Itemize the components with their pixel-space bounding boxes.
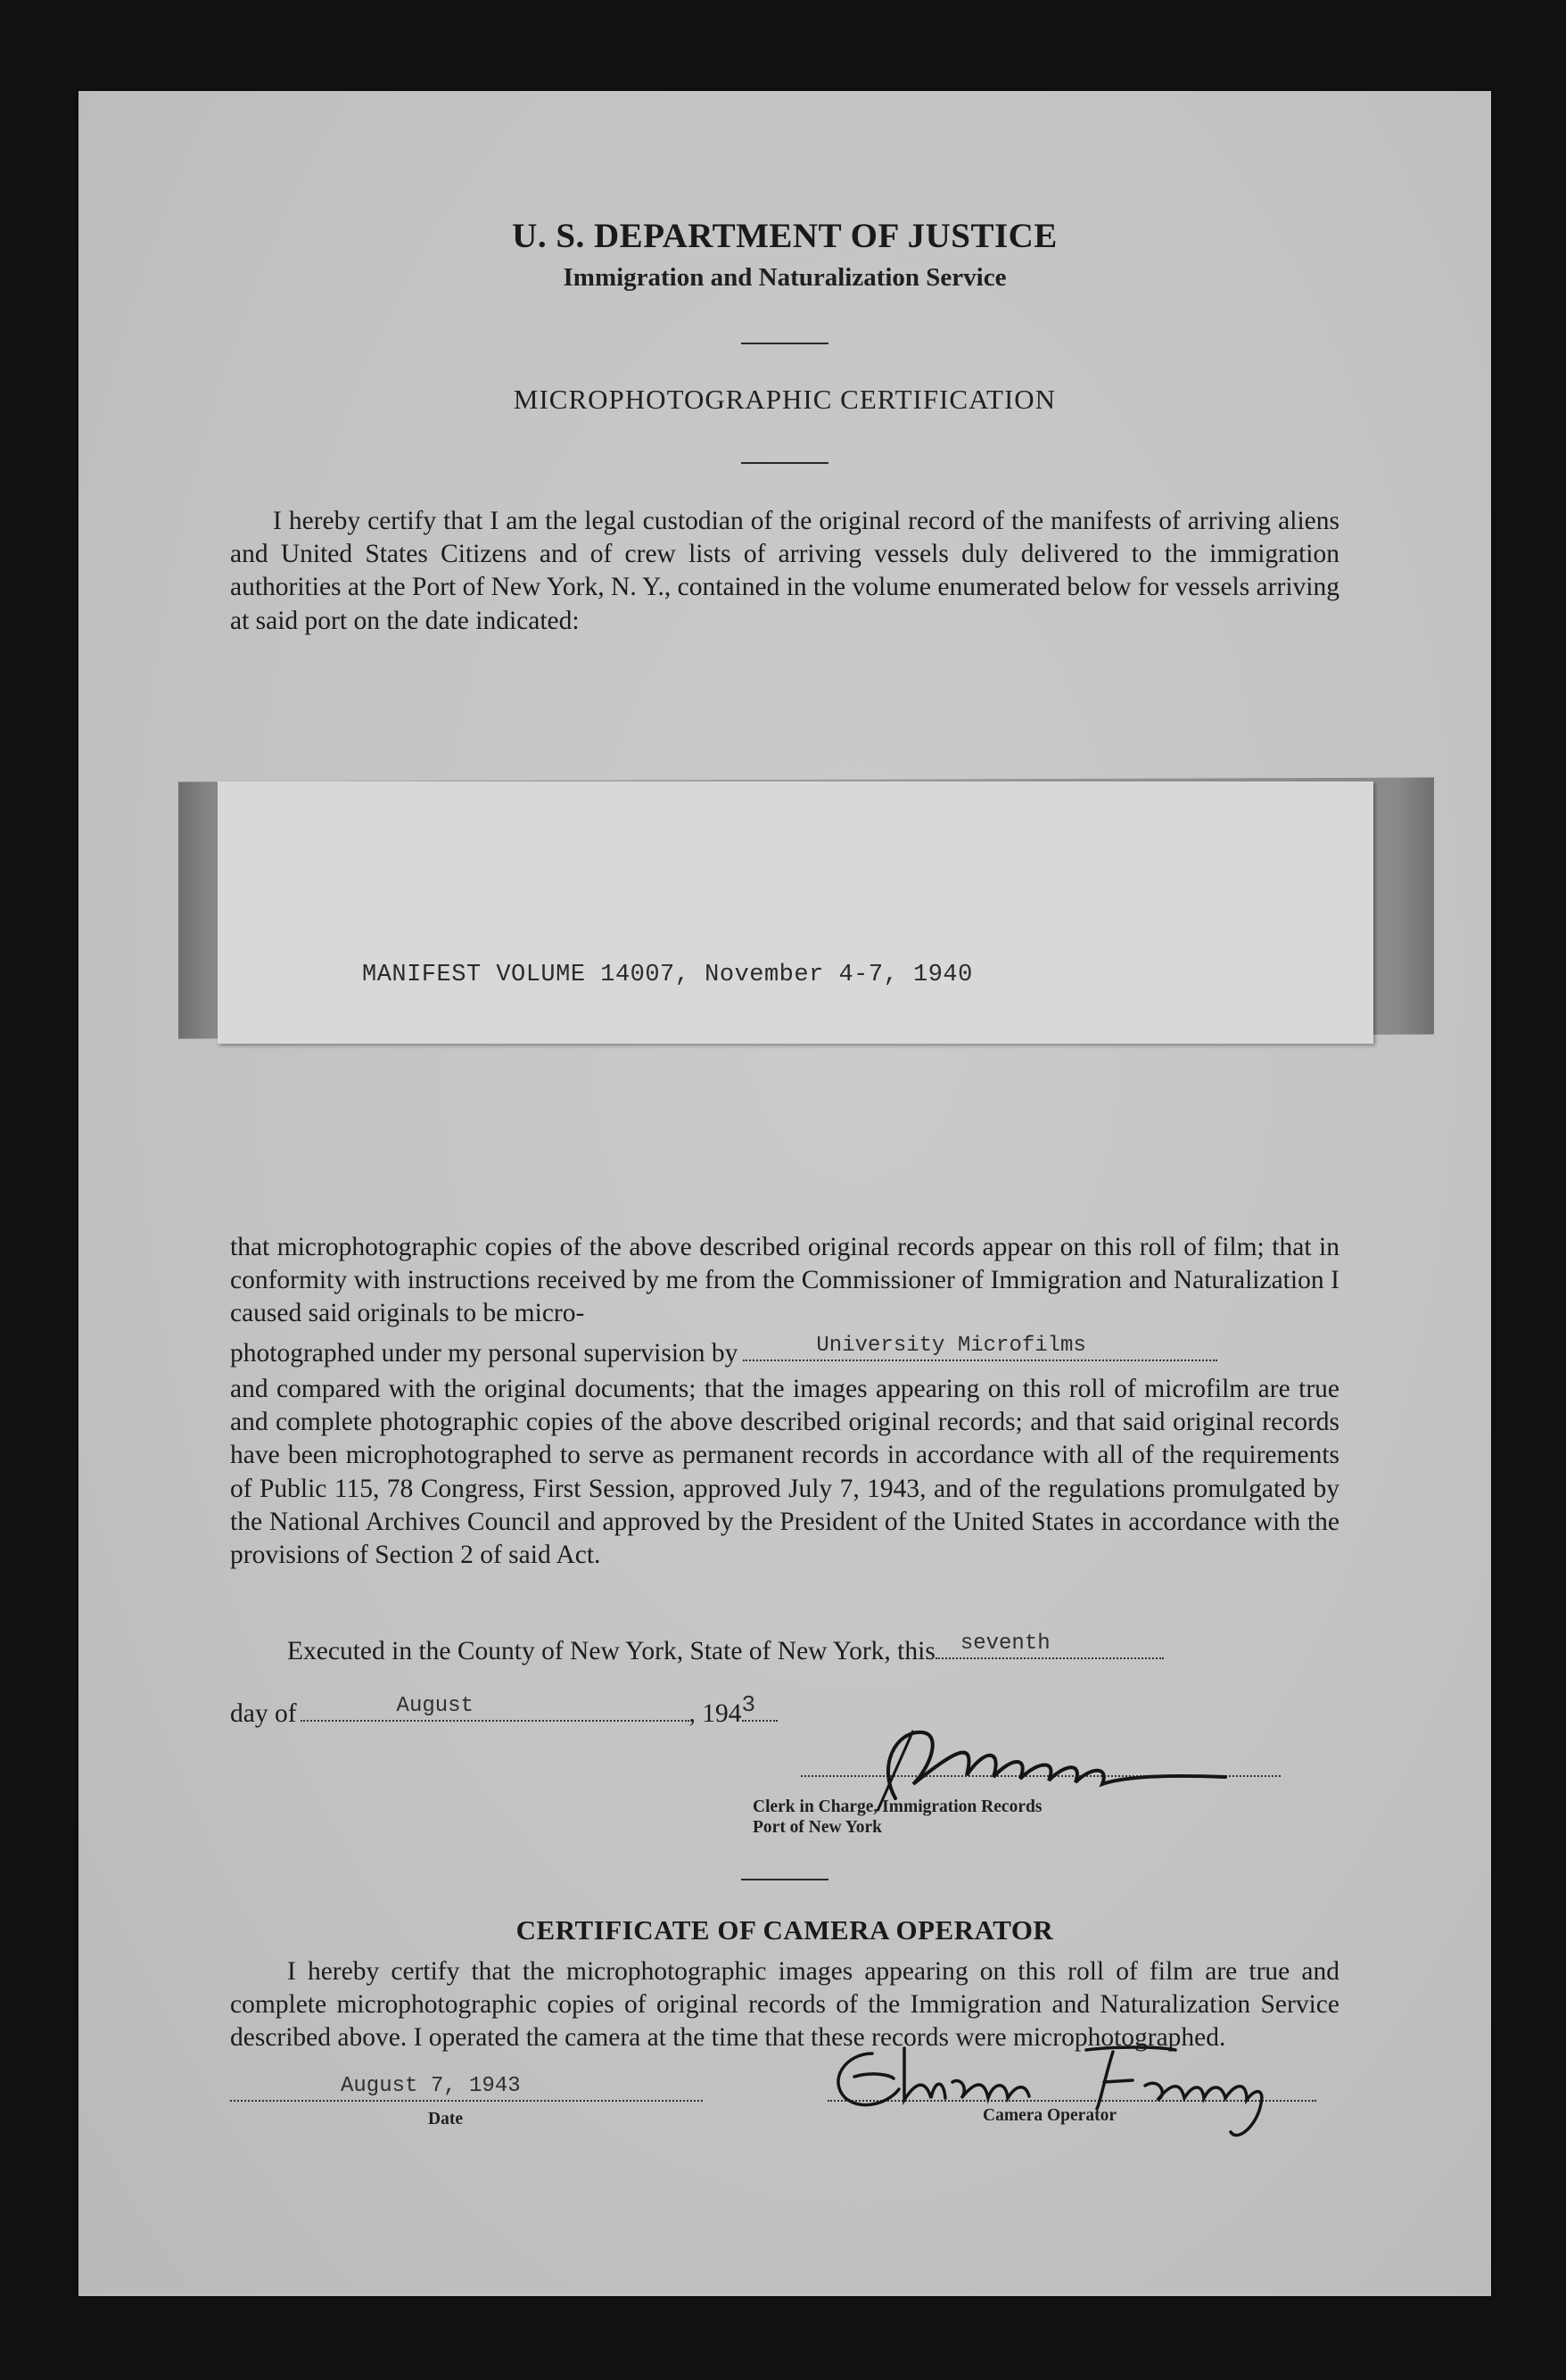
day-field [935, 1631, 1164, 1659]
copies-paragraph: that microphotographic copies of the above described original records appear on this roll of film; that in conformity with instructions received by me from the Commissioner of Immigration and Naturalization I caused said originals to be micro- [230, 1233, 1339, 1328]
clerk-title [753, 1797, 1042, 1838]
date-line [230, 1693, 778, 1729]
month-field [301, 1693, 689, 1722]
manifest-volume-text: MANIFEST VOLUME 14007, November 4-7, 1940 [362, 962, 973, 988]
service-subheading: Immigration and Naturalization Service [563, 263, 1007, 292]
executed-prefix: Executed in the County of New York, State of New York, this [287, 1637, 935, 1665]
executed-line [287, 1631, 1164, 1666]
form-title: MICROPHOTOGRAPHIC CERTIFICATION [513, 384, 1057, 415]
camera-date-value: August 7, 1943 [341, 2074, 521, 2098]
pasted-volume-label [218, 781, 1373, 1044]
custodian-paragraph: I hereby certify that I am the legal custodian of the original record of the manifests of arriving aliens and United States Citizens and of crew lists of arriving vessels duly delivered to the immigration authorities at the Port of New York, N. Y., contained in the volume enumerated below for vessels arriving at said port on the date indicated: [230, 507, 1339, 635]
certificate-sheet [78, 91, 1491, 2296]
camera-paragraph: I hereby certify that the microphotographic images appearing on this roll of film are true and complete microphotographic copies of original records of the Immigration and Naturalization Service described above. I operated the camera at the time that these records were microphotographed. [230, 1957, 1339, 2053]
department-heading: U. S. DEPARTMENT OF JUSTICE [512, 217, 1058, 255]
compliance-paragraph: and compared with the original documents; that the images appearing on this roll of microfilm are true and complete photographic copies of the above described original records; and that said original records have been microphotographed to serve as permanent records in accordance with all of the requirements of Public 115, 78 Congress, First Session, approved July 7, 1943, and of the regulations promulgated by the National Archives Council and approved by the President of the United States in accordance with the provisions of Section 2 of said Act. [230, 1375, 1339, 1570]
camera-date-label: Date [428, 2110, 463, 2128]
photographer-value: University Microfilms [816, 1334, 1086, 1358]
divider-middle [741, 462, 828, 464]
supervision-prefix: photographed under my personal supervision by [230, 1339, 738, 1368]
year-prefix: , 194 [688, 1699, 742, 1728]
camera-certificate-title: CERTIFICATE OF CAMERA OPERATOR [515, 1914, 1054, 1946]
divider-bottom [741, 1879, 828, 1880]
month-value: August [396, 1694, 474, 1718]
camera-operator-label: Camera Operator [983, 2106, 1117, 2125]
year-field [742, 1693, 778, 1722]
camera-date-field [230, 2073, 703, 2102]
supervision-line [230, 1333, 1217, 1368]
camera-operator-signature [819, 2027, 1318, 2152]
day-value: seventh [960, 1632, 1051, 1656]
day-of-label: day of [230, 1699, 297, 1728]
divider-top [741, 343, 828, 344]
photographer-field [743, 1333, 1217, 1361]
clerk-title-line2: Port of New York [753, 1818, 882, 1837]
clerk-title-line1: Clerk in Charge, Immigration Records [753, 1797, 1043, 1816]
year-value: 3 [741, 1691, 756, 1718]
